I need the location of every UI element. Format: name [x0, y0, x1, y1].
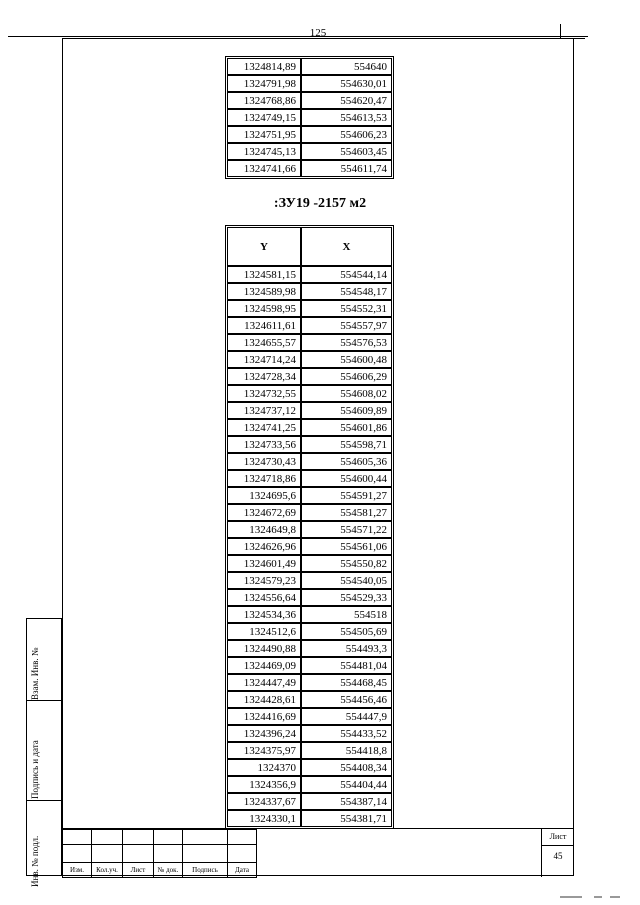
column-header-x: X: [301, 227, 392, 266]
sheet-box: [541, 829, 574, 877]
page-number: 125: [309, 27, 327, 39]
table-row: [227, 470, 392, 487]
cell-y: 1324745,13: [227, 143, 301, 160]
side-label-replaced-inv: Взам. Инв. №: [30, 647, 40, 700]
cell-y: 1324741,25: [227, 419, 301, 436]
cell-x: 554552,31: [301, 300, 392, 317]
table-row: [227, 691, 392, 708]
cell-y: 1324749,15: [227, 109, 301, 126]
cell-x: 554603,45: [301, 143, 392, 160]
cell-y: 1324428,61: [227, 691, 301, 708]
cell-x: 554581,27: [301, 504, 392, 521]
cell-y: 1324655,57: [227, 334, 301, 351]
coordinates-table-2-grid: [227, 227, 392, 827]
table-row: [227, 419, 392, 436]
cell-x: 554606,23: [301, 126, 392, 143]
table-row: [227, 436, 392, 453]
cell-y: 1324581,15: [227, 266, 301, 283]
cell-x: 554613,53: [301, 109, 392, 126]
cell-x: 554481,04: [301, 657, 392, 674]
cell-x: 554591,27: [301, 487, 392, 504]
cell-x: 554620,47: [301, 92, 392, 109]
col-signature: Подпись: [183, 863, 228, 878]
cell-x: 554408,34: [301, 759, 392, 776]
cell-x: 554598,71: [301, 436, 392, 453]
table-row: [227, 674, 392, 691]
table-row: [227, 283, 392, 300]
top-rule: [8, 36, 588, 37]
cell-x: 554418,8: [301, 742, 392, 759]
cell-y: 1324337,67: [227, 793, 301, 810]
cell-y: 1324556,64: [227, 589, 301, 606]
table-row: [227, 58, 392, 75]
cell-x: 554544,14: [301, 266, 392, 283]
table-row: [227, 555, 392, 572]
cell-x: 554518: [301, 606, 392, 623]
cell-x: 554387,14: [301, 793, 392, 810]
table-row: [227, 810, 392, 827]
table-row: [227, 266, 392, 283]
table-row: [227, 351, 392, 368]
side-label-signature-date: Подпись и дата: [30, 740, 40, 799]
cell-y: 1324733,56: [227, 436, 301, 453]
corner-mark: [560, 24, 585, 39]
cell-x: 554630,01: [301, 75, 392, 92]
cell-y: 1324589,98: [227, 283, 301, 300]
coordinates-table-1-grid: [227, 58, 392, 177]
table-row: [227, 708, 392, 725]
scan-mark: [560, 896, 582, 898]
cell-x: 554540,05: [301, 572, 392, 589]
table-row: [227, 92, 392, 109]
sheet-label: Лист: [542, 829, 574, 846]
table-row: [227, 334, 392, 351]
cell-y: 1324490,88: [227, 640, 301, 657]
table-row: [227, 504, 392, 521]
section-title: :ЗУ19 -2157 м2: [273, 196, 367, 211]
cell-x: 554640: [301, 58, 392, 75]
table-row: [227, 759, 392, 776]
table-row: [227, 521, 392, 538]
cell-y: 1324672,69: [227, 504, 301, 521]
table-header-row: [227, 227, 392, 266]
cell-x: 554468,45: [301, 674, 392, 691]
table-row: [227, 402, 392, 419]
cell-x: 554456,46: [301, 691, 392, 708]
col-doc-number: № док.: [154, 863, 183, 878]
cell-x: 554605,36: [301, 453, 392, 470]
cell-x: 554505,69: [301, 623, 392, 640]
cell-x: 554600,44: [301, 470, 392, 487]
cell-y: 1324741,66: [227, 160, 301, 177]
cell-y: 1324626,96: [227, 538, 301, 555]
cell-x: 554609,89: [301, 402, 392, 419]
table-row: [227, 75, 392, 92]
cell-x: 554548,17: [301, 283, 392, 300]
table-row: [227, 606, 392, 623]
scan-mark: [594, 896, 602, 898]
cell-y: 1324695,6: [227, 487, 301, 504]
table-row: [227, 368, 392, 385]
cell-x: 554571,22: [301, 521, 392, 538]
cell-y: 1324469,09: [227, 657, 301, 674]
cell-x: 554557,97: [301, 317, 392, 334]
table-row: [227, 589, 392, 606]
cell-x: 554447,9: [301, 708, 392, 725]
table-row: [227, 160, 392, 177]
cell-y: 1324737,12: [227, 402, 301, 419]
cell-y: 1324814,89: [227, 58, 301, 75]
side-label-original-inv: Инв. № подл.: [30, 835, 40, 887]
table-row: [227, 725, 392, 742]
cell-x: 554611,74: [301, 160, 392, 177]
cell-x: 554381,71: [301, 810, 392, 827]
table-row: [227, 793, 392, 810]
revision-table: [62, 829, 257, 878]
cell-x: 554529,33: [301, 589, 392, 606]
cell-y: 1324751,95: [227, 126, 301, 143]
table-row: [227, 300, 392, 317]
table-row: [227, 742, 392, 759]
scan-mark: [610, 896, 620, 898]
table-row: [227, 385, 392, 402]
table-row: [227, 776, 392, 793]
col-count: Кол.уч.: [92, 863, 123, 878]
cell-y: 1324768,86: [227, 92, 301, 109]
col-date: Дата: [228, 863, 257, 878]
cell-y: 1324396,24: [227, 725, 301, 742]
table-row: [227, 640, 392, 657]
table-row: [227, 487, 392, 504]
cell-y: 1324601,49: [227, 555, 301, 572]
coordinates-table-2: [225, 225, 394, 829]
cell-y: 1324714,24: [227, 351, 301, 368]
table-row: [227, 453, 392, 470]
cell-y: 1324791,98: [227, 75, 301, 92]
cell-x: 554550,82: [301, 555, 392, 572]
cell-y: 1324375,97: [227, 742, 301, 759]
cell-y: 1324447,49: [227, 674, 301, 691]
cell-y: 1324330,1: [227, 810, 301, 827]
table-row: [227, 143, 392, 160]
table-row: [227, 657, 392, 674]
cell-y: 1324730,43: [227, 453, 301, 470]
cell-y: 1324356,9: [227, 776, 301, 793]
cell-x: 554433,52: [301, 725, 392, 742]
cell-y: 1324512,6: [227, 623, 301, 640]
cell-y: 1324718,86: [227, 470, 301, 487]
col-change: Изм.: [63, 863, 92, 878]
table-row: [227, 572, 392, 589]
cell-x: 554600,48: [301, 351, 392, 368]
cell-x: 554608,02: [301, 385, 392, 402]
cell-y: 1324649,8: [227, 521, 301, 538]
revision-header-row: [63, 863, 257, 878]
coordinates-table-1: [225, 56, 394, 179]
cell-x: 554576,53: [301, 334, 392, 351]
cell-x: 554493,3: [301, 640, 392, 657]
table-row: [227, 317, 392, 334]
cell-x: 554601,86: [301, 419, 392, 436]
title-block: [62, 828, 574, 877]
cell-x: 554404,44: [301, 776, 392, 793]
cell-y: 1324416,69: [227, 708, 301, 725]
cell-y: 1324728,34: [227, 368, 301, 385]
cell-y: 1324598,95: [227, 300, 301, 317]
cell-y: 1324370: [227, 759, 301, 776]
table-row: [227, 109, 392, 126]
cell-y: 1324534,36: [227, 606, 301, 623]
cell-y: 1324732,55: [227, 385, 301, 402]
table-row: [227, 623, 392, 640]
cell-x: 554606,29: [301, 368, 392, 385]
table-row: [227, 126, 392, 143]
cell-y: 1324579,23: [227, 572, 301, 589]
cell-x: 554561,06: [301, 538, 392, 555]
table-row: [227, 538, 392, 555]
sheet-number: 45: [553, 851, 563, 861]
col-sheet: Лист: [123, 863, 154, 878]
cell-y: 1324611,61: [227, 317, 301, 334]
column-header-y: Y: [227, 227, 301, 266]
